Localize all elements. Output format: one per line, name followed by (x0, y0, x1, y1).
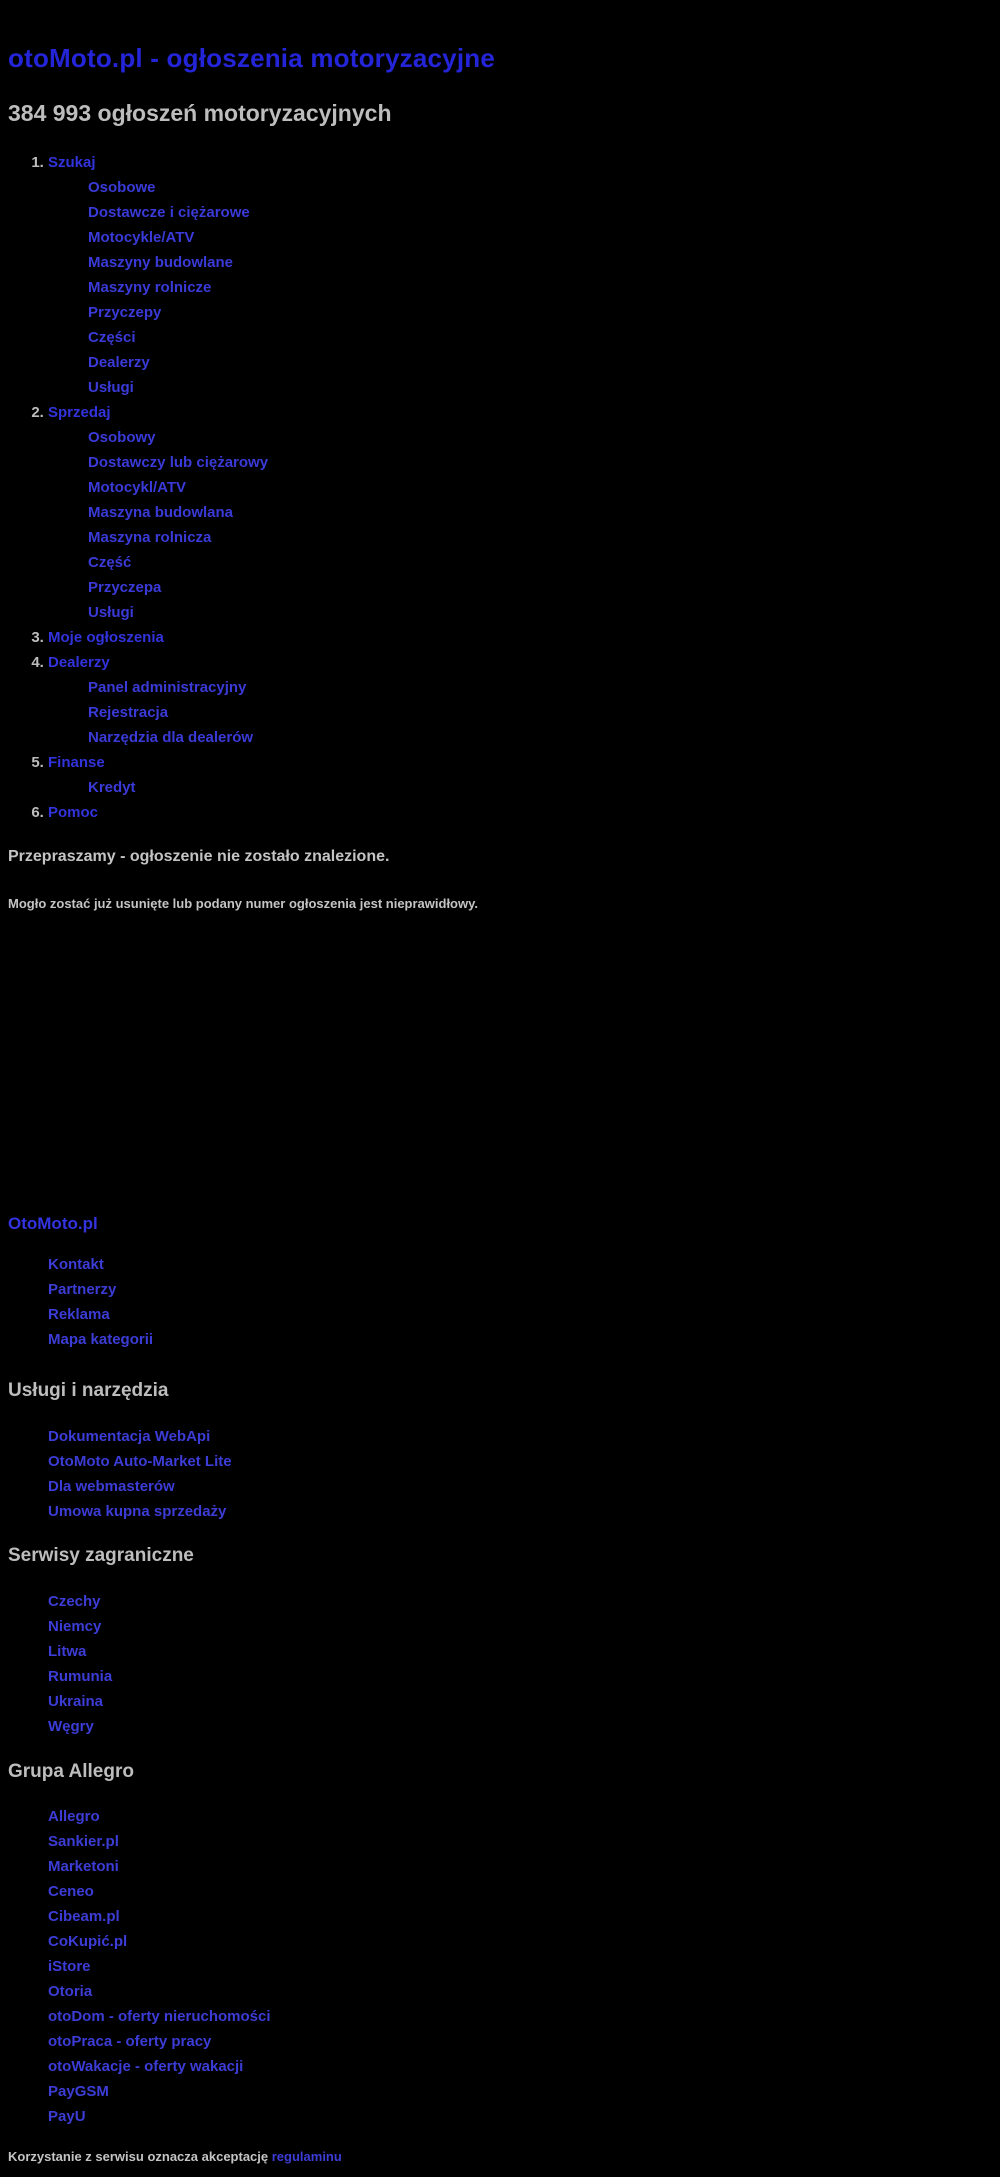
footer-link-paygsm[interactable]: PayGSM (48, 2083, 109, 2100)
nav-item-sprzedaj (48, 400, 268, 625)
nav-submenu-dealerzy (48, 675, 268, 750)
footer-list-item (48, 1979, 271, 2004)
footer-link-allegro[interactable]: Allegro (48, 1808, 100, 1825)
nav-submenu-sprzedaj (48, 425, 268, 625)
nav-sublink-maszyna-rolnicza[interactable]: Maszyna rolnicza (88, 529, 212, 546)
footer-list-item (48, 1904, 271, 1929)
nav-subitem (88, 200, 268, 225)
footer-link-marketoni[interactable]: Marketoni (48, 1858, 119, 1875)
nav-subitem (88, 675, 268, 700)
footer-link-litwa[interactable]: Litwa (48, 1643, 87, 1660)
nav-sublink-kredyt[interactable]: Kredyt (88, 779, 136, 796)
footer-list-item (48, 2029, 271, 2054)
footer-link-otoria[interactable]: Otoria (48, 1983, 93, 2000)
nav-subitem (88, 325, 268, 350)
nav-subitem (88, 300, 268, 325)
footer-list-item (48, 1829, 271, 1854)
nav-subitem (88, 175, 268, 200)
footer-list-item (48, 1854, 271, 1879)
nav-sublink-dostawczy-lub-ciezarowy[interactable]: Dostawczy lub ciężarowy (88, 454, 269, 471)
nav-submenu-finanse (48, 775, 268, 800)
footer-link-wegry[interactable]: Węgry (48, 1718, 94, 1735)
nav-sublink-uslugi[interactable]: Usługi (88, 379, 134, 396)
nav-sublink-narzedzia-dla-dealerow[interactable]: Narzędzia dla dealerów (88, 729, 254, 746)
nav-link-szukaj[interactable]: Szukaj (48, 154, 96, 171)
footer-list-item (48, 1252, 153, 1277)
nav-subitem (88, 700, 268, 725)
footer-link-istore[interactable]: iStore (48, 1958, 91, 1975)
nav-subitem (88, 375, 268, 400)
nav-subitem (88, 500, 268, 525)
nav-subitem (88, 275, 268, 300)
nav-sublink-maszyny-budowlane[interactable]: Maszyny budowlane (88, 254, 234, 271)
nav-sublink-przyczepy[interactable]: Przyczepy (88, 304, 162, 321)
nav-sublink-rejestracja[interactable]: Rejestracja (88, 704, 169, 721)
footer-list-item (48, 2054, 271, 2079)
nav-submenu-szukaj (48, 175, 268, 400)
nav-sublink-czesc[interactable]: Część (88, 554, 132, 571)
nav-subitem (88, 775, 268, 800)
nav-subitem (88, 550, 268, 575)
nav-sublink-panel-administracyjny[interactable]: Panel administracyjny (88, 679, 247, 696)
footer-list-item (48, 1302, 153, 1327)
nav-sublink-przyczepa[interactable]: Przyczepa (88, 579, 162, 596)
nav-subitem (88, 525, 268, 550)
footer-list-item (48, 2004, 271, 2029)
footer-group-links (8, 1804, 271, 2129)
nav-link-sprzedaj[interactable]: Sprzedaj (48, 404, 111, 421)
footer-list-item (48, 2079, 271, 2104)
not-found-title: Przepraszamy - ogłoszenie nie zostało znalezione. (8, 848, 390, 865)
ad-count-heading: 384 993 ogłoszeń motoryzacyjnych (8, 100, 392, 126)
nav-sublink-osobowy[interactable]: Osobowy (88, 429, 156, 446)
terms-text: Korzystanie z serwisu oznacza akceptację (8, 2149, 269, 2164)
footer-link-ceneo[interactable]: Ceneo (48, 1883, 94, 1900)
nav-sublink-motocykle-atv[interactable]: Motocykle/ATV (88, 229, 195, 246)
nav-sublink-osobowe[interactable]: Osobowe (88, 179, 156, 196)
nav-sublink-maszyny-rolnicze[interactable]: Maszyny rolnicze (88, 279, 212, 296)
footer-link-mapa-kategorii[interactable]: Mapa kategorii (48, 1331, 154, 1348)
footer-list-item (48, 1879, 271, 1904)
footer-list-item (48, 1327, 153, 1352)
not-found-message: Mogło zostać już usunięte lub podany numer ogłoszenia jest nieprawidłowy. (8, 896, 478, 911)
nav-link-dealerzy[interactable]: Dealerzy (48, 654, 110, 671)
site-title (8, 43, 495, 74)
nav-link-finanse[interactable]: Finanse (48, 754, 105, 771)
footer-link-rumunia[interactable]: Rumunia (48, 1668, 113, 1685)
footer-link-cokupic-pl[interactable]: CoKupić.pl (48, 1933, 128, 1950)
terms-notice (8, 2149, 342, 2164)
nav-sublink-motocykl-atv[interactable]: Motocykl/ATV (88, 479, 187, 496)
footer-link-umowa-kupna-sprzedazy[interactable]: Umowa kupna sprzedaży (48, 1503, 227, 1520)
nav-subitem (88, 600, 268, 625)
footer-list-item (48, 1929, 271, 1954)
footer-list-item (48, 1664, 112, 1689)
nav-link-moje-ogloszenia[interactable]: Moje ogłoszenia (48, 629, 164, 646)
footer-foreign-links (8, 1589, 112, 1739)
footer-link-otomoto-auto-market-lite[interactable]: OtoMoto Auto-Market Lite (48, 1453, 232, 1470)
nav-subitem (88, 725, 268, 750)
nav-sublink-czesci[interactable]: Części (88, 329, 136, 346)
nav-sublink-dostawcze-i-ciezarowe[interactable]: Dostawcze i ciężarowe (88, 204, 250, 221)
nav-subitem (88, 450, 268, 475)
footer-group-heading: Grupa Allegro (8, 1761, 134, 1782)
nav-subitem (88, 475, 268, 500)
nav-sublink-uslugi[interactable]: Usługi (88, 604, 134, 621)
nav-subitem (88, 575, 268, 600)
nav-subitem (88, 250, 268, 275)
nav-subitem (88, 425, 268, 450)
footer-tools-heading: Usługi i narzędzia (8, 1380, 169, 1401)
nav-link-pomoc[interactable]: Pomoc (48, 804, 99, 821)
footer-list-item (48, 1639, 112, 1664)
footer-brand-links (8, 1252, 153, 1352)
main-nav (0, 150, 268, 825)
footer-link-dokumentacja-webapi[interactable]: Dokumentacja WebApi (48, 1428, 211, 1445)
nav-item-finanse (48, 750, 268, 800)
footer-link-partnerzy[interactable]: Partnerzy (48, 1281, 117, 1298)
footer-list-item (48, 1474, 232, 1499)
footer-list-item (48, 1614, 112, 1639)
site-title-link[interactable]: otoMoto.pl - ogłoszenia motoryzacyjne (8, 43, 495, 73)
footer-link-reklama[interactable]: Reklama (48, 1306, 110, 1323)
footer-tools-links (8, 1424, 232, 1524)
nav-subitem (88, 225, 268, 250)
nav-item-pomoc (48, 800, 268, 825)
footer-brand-link[interactable]: OtoMoto.pl (8, 1214, 98, 1233)
footer-list-item (48, 1449, 232, 1474)
footer-list-item (48, 2104, 271, 2129)
footer-link-otodom-oferty-nieruchomosci[interactable]: otoDom - oferty nieruchomości (48, 2008, 271, 2025)
footer-link-ukraina[interactable]: Ukraina (48, 1693, 104, 1710)
nav-sublink-maszyna-budowlana[interactable]: Maszyna budowlana (88, 504, 234, 521)
footer-link-sankier-pl[interactable]: Sankier.pl (48, 1833, 119, 1850)
footer-list-item (48, 1499, 232, 1524)
footer-list-item (48, 1589, 112, 1614)
nav-sublink-dealerzy[interactable]: Dealerzy (88, 354, 150, 371)
nav-subitem (88, 350, 268, 375)
footer-link-payu[interactable]: PayU (48, 2108, 86, 2125)
footer-link-otowakacje-oferty-wakacji[interactable]: otoWakacje - oferty wakacji (48, 2058, 244, 2075)
footer-link-otopraca-oferty-pracy[interactable]: otoPraca - oferty pracy (48, 2033, 212, 2050)
footer-foreign-heading: Serwisy zagraniczne (8, 1545, 194, 1566)
terms-link[interactable]: regulaminu (271, 2149, 342, 2164)
footer-list-item (48, 1689, 112, 1714)
footer-link-niemcy[interactable]: Niemcy (48, 1618, 102, 1635)
footer-link-czechy[interactable]: Czechy (48, 1593, 101, 1610)
footer-list-item (48, 1424, 232, 1449)
footer-list-item (48, 1277, 153, 1302)
footer-link-dla-webmasterow[interactable]: Dla webmasterów (48, 1478, 175, 1495)
footer-link-cibeam-pl[interactable]: Cibeam.pl (48, 1908, 120, 1925)
footer-list-item (48, 1714, 112, 1739)
nav-item-szukaj (48, 150, 268, 400)
footer-brand (8, 1214, 98, 1234)
footer-link-kontakt[interactable]: Kontakt (48, 1256, 104, 1273)
nav-item-moje-ogloszenia (48, 625, 268, 650)
footer-list-item (48, 1804, 271, 1829)
footer-list-item (48, 1954, 271, 1979)
nav-item-dealerzy (48, 650, 268, 750)
